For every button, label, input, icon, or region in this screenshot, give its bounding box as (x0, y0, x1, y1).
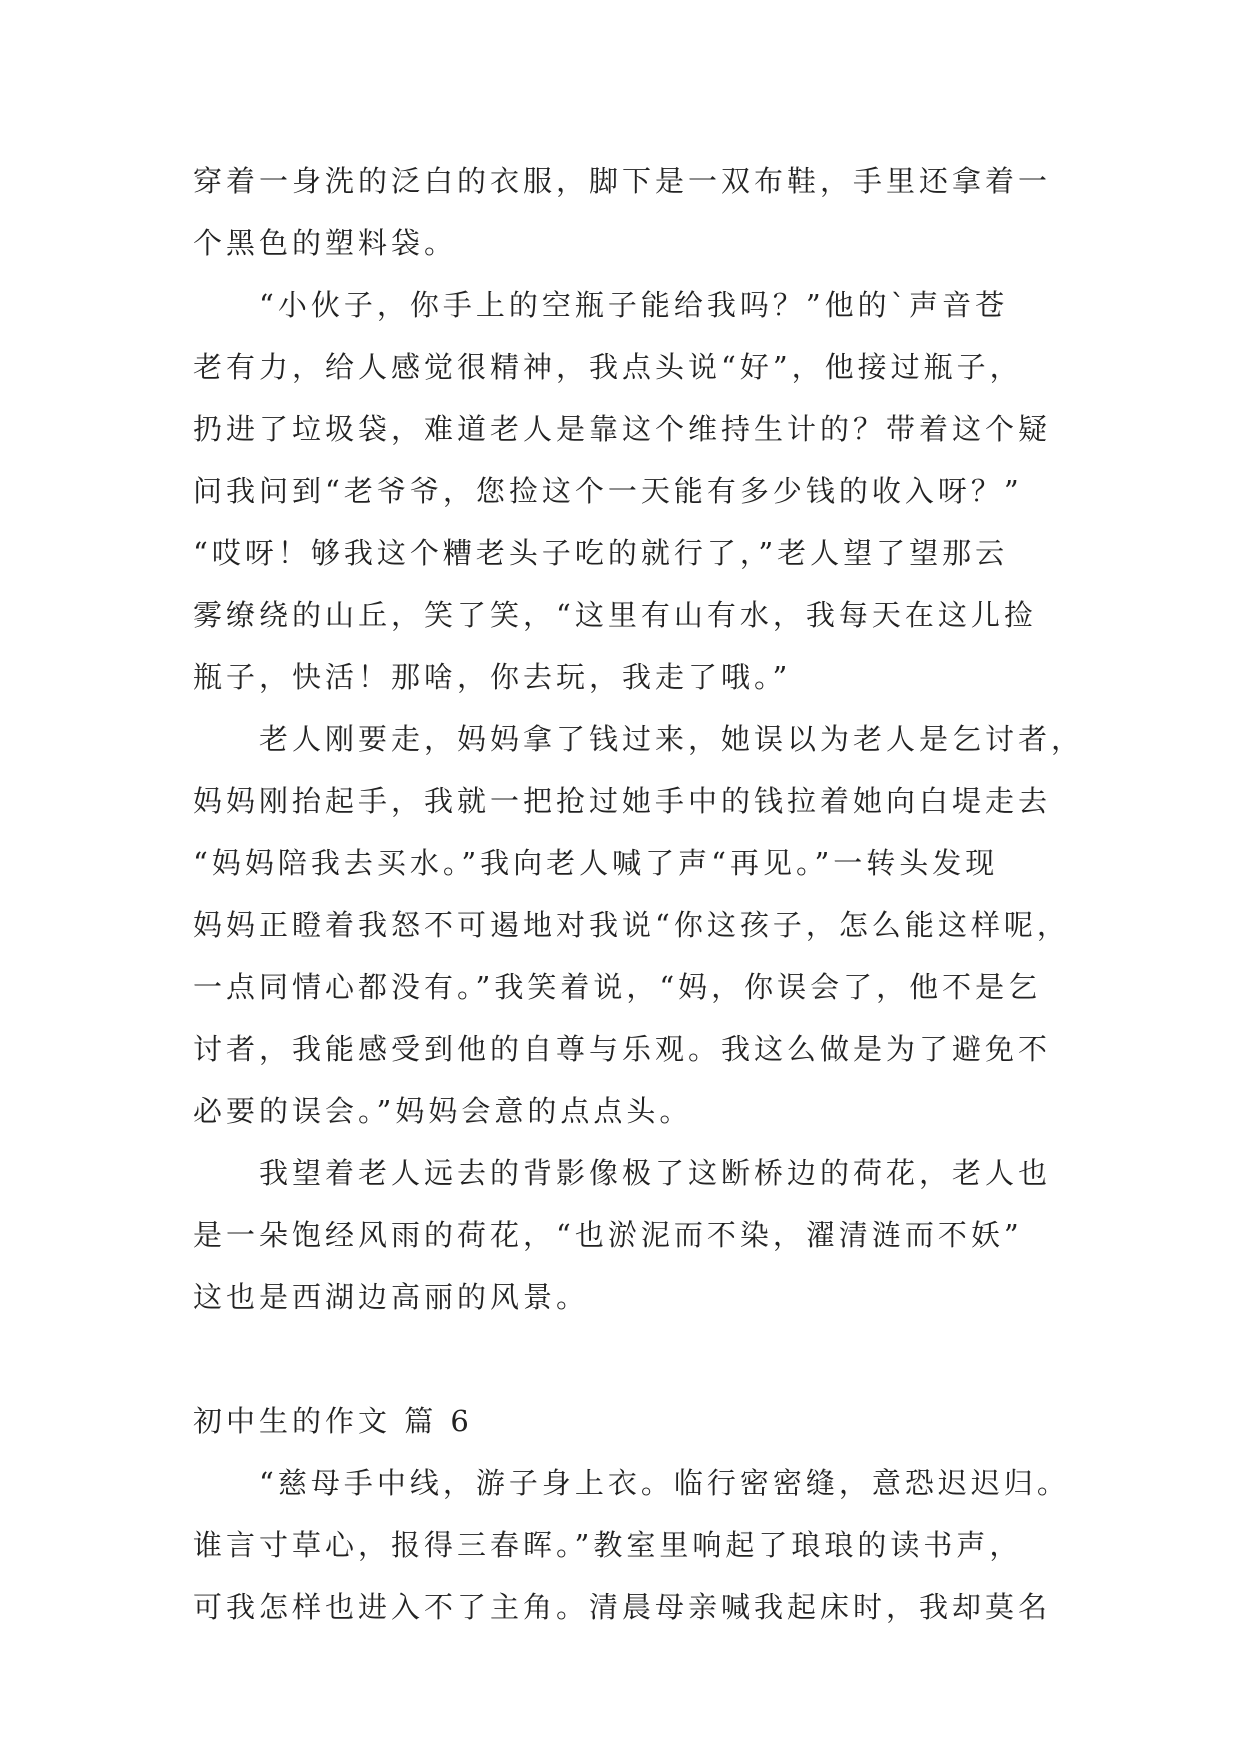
text-line: 雾缭绕的山丘，笑了笑，“这里有山有水，我每天在这儿捡 (193, 598, 1037, 632)
section-heading: 初中生的作文 篇 6 (193, 1404, 473, 1438)
essay-section-6 (193, 1452, 1070, 1638)
text-line: “哎呀！够我这个糟老头子吃的就行了，”老人望了望那云 (193, 536, 1009, 570)
text-line: 老人刚要走，妈妈拿了钱过来，她误以为老人是乞讨者， (193, 722, 1085, 756)
text-line: 一点同情心都没有。”我笑着说，“妈，你误会了，他不是乞 (193, 970, 1042, 1004)
text-line: 是一朵饱经风雨的荷花，“也淤泥而不染，濯清涟而不妖” (193, 1218, 1023, 1252)
document-page (193, 150, 1085, 1638)
text-line: 扔进了垃圾袋，难道老人是靠这个维持生计的？带着这个疑 (193, 412, 1052, 446)
text-line: 瓶子，快活！那啥，你去玩，我走了哦。” (193, 660, 792, 694)
text-line: 我望着老人远去的背影像极了这断桥边的荷花，老人也 (193, 1156, 1052, 1190)
text-line: 这也是西湖边高丽的风景。 (193, 1280, 590, 1314)
text-line: 谁言寸草心，报得三春晖。”教室里响起了琅琅的读书声， (193, 1528, 1023, 1562)
text-line: 妈妈正瞪着我怒不可遏地对我说“你这孩子，怎么能这样呢， (193, 908, 1070, 942)
section-spacer (193, 1328, 1055, 1390)
text-line: 老有力，给人感觉很精神，我点头说“好”，他接过瓶子， (193, 350, 1023, 384)
text-line: “妈妈陪我去买水。”我向老人喊了声“再见。”一转头发现 (193, 846, 999, 880)
text-line: 穿着一身洗的泛白的衣服，脚下是一双布鞋，手里还拿着一 (193, 164, 1052, 198)
text-line: 问我问到“老爷爷，您捡这个一天能有多少钱的收入呀？” (193, 474, 1023, 508)
text-line: 妈妈刚抬起手，我就一把抢过她手中的钱拉着她向白堤走去 (193, 784, 1052, 818)
text-line: 必要的误会。”妈妈会意的点点头。 (193, 1094, 693, 1128)
text-line: “慈母手中线，游子身上衣。临行密密缝，意恐迟迟归。 (193, 1466, 1070, 1500)
text-line: 讨者，我能感受到他的自尊与乐观。我这么做是为了避免不 (193, 1032, 1052, 1066)
text-line: 个黑色的塑料袋。 (193, 226, 458, 260)
essay-continued (193, 150, 1085, 1328)
text-line: “小伙子，你手上的空瓶子能给我吗？”他的`声音苍 (193, 288, 1009, 322)
text-line: 可我怎样也进入不了主角。清晨母亲喊我起床时，我却莫名 (193, 1590, 1052, 1624)
